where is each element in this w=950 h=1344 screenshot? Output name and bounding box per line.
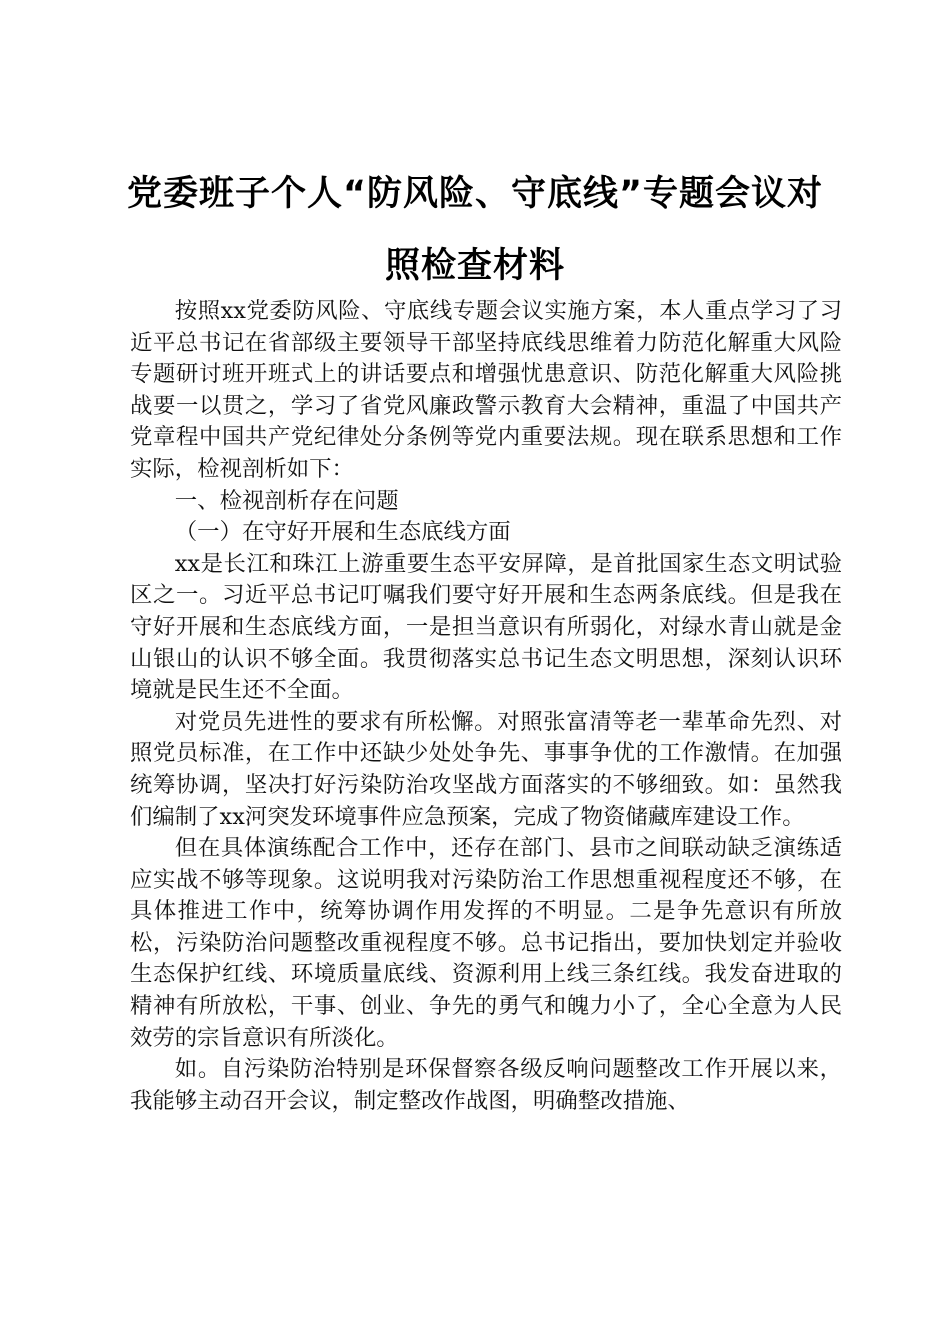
paragraph-ecology: xx是长江和珠江上游重要生态平安屏障，是首批国家生态文明试验区之一。习近平总书记叮嘱我们要守好开展和生态两条底线。但是我在守好开展和生态底线方面，一是担当意识有所弱化，对绿水青山就是金山银山的认识不够全面。我贯彻落实总书记生态文明思想，深刻认识环境就是民生还不全面。 xyxy=(130,550,842,704)
paragraph-party-member: 对党员先进性的要求有所松懈。对照张富清等老一辈革命先烈、对照党员标准，在工作中还缺少处处争先、事事争优的工作激情。在加强统筹协调，坚决打好污染防治攻坚战方面落实的不够细致。如：虽然我们编制了xx河突发环境事件应急预案，完成了物资储藏库建设工作。 xyxy=(130,708,842,830)
paragraph-rectification: 如。自污染防治特别是环保督察各级反响问题整改工作开展以来，我能够主动召开会议，制定整改作战图，明确整改措施、 xyxy=(130,1056,842,1114)
document-body xyxy=(130,296,842,1117)
document-title: 党委班子个人“防风险、守底线”专题会议对照检查材料 xyxy=(126,174,823,286)
subsection-heading-1: （一）在守好开展和生态底线方面 xyxy=(174,519,511,546)
paragraph-drill: 但在具体演练配合工作中，还存在部门、县市之间联动缺乏演练适应实战不够等现象。这说明我对污染防治工作思想重视程度还不够，在具体推进工作中，统筹协调作用发挥的不明显。二是争先意识有所放松，污染防治问题整改重视程度不够。总书记指出，要加快划定并验收生态保护红线、环境质量底线、资源利用上线三条红线。我发奋进取的精神有所放松，干事、创业、争先的勇气和魄力小了，全心全意为人民效劳的宗旨意识有所淡化。 xyxy=(130,835,842,1051)
paragraph-intro: 按照xx党委防风险、守底线专题会议实施方案，本人重点学习了习近平总书记在省部级主要领导干部坚持底线思维着力防范化解重大风险专题研讨班开班式上的讲话要点和增强忧患意识、防范化解重大风险挑战要一以贯之，学习了省党风廉政警示教育大会精神，重温了中国共产党章程中国共产党纪律处分条例等党内重要法规。现在联系思想和工作实际，检视剖析如下： xyxy=(130,298,842,482)
section-heading-1: 一、检视剖析存在问题 xyxy=(174,487,399,514)
